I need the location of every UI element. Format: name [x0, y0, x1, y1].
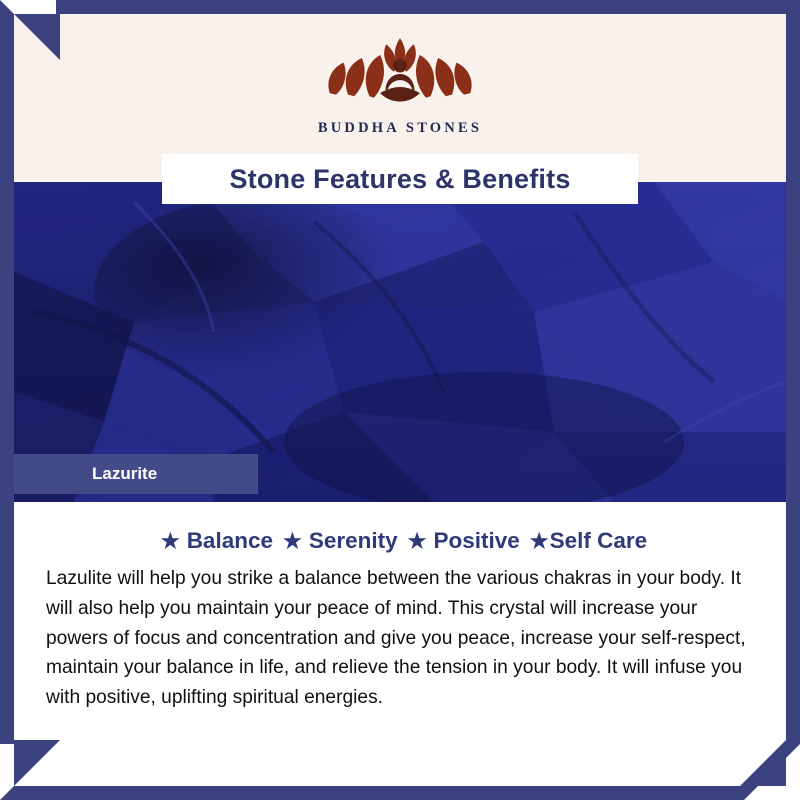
panel-corner-top-left: [14, 14, 60, 60]
stone-name-label: Lazurite: [92, 464, 158, 483]
star-icon: ★: [407, 529, 427, 553]
benefit-item: [400, 528, 520, 554]
lotus-meditation-icon: [316, 28, 484, 114]
star-icon: ★: [283, 529, 302, 553]
benefit-label: Positive: [433, 528, 520, 553]
benefit-label: Balance: [186, 528, 273, 553]
benefits-list: [38, 528, 762, 554]
panel-corner-bottom-left: [14, 740, 60, 786]
body-section: [14, 502, 786, 786]
benefit-item: [153, 528, 273, 554]
star-icon: ★: [160, 529, 180, 553]
content-panel: [14, 14, 786, 786]
description-text: Lazulite will help you strike a balance between the various chakras in your body. It will also help you maintain your peace of mind. This crystal will increase your powers of focus and concentration and give you peace, increase your self-respect, maintain your balance in life, and relieve the tension in your body. It will infuse you with positive, uplifting spiritual energies.: [46, 568, 746, 708]
benefit-label: Self Care: [549, 528, 648, 553]
title-bar: [162, 154, 638, 204]
brand-name: BUDDHA STONES: [317, 120, 483, 136]
page-title: Stone Features & Benefits: [229, 163, 571, 194]
benefit-label: Serenity: [308, 528, 398, 553]
star-icon: ★: [529, 529, 549, 553]
panel-corner-bottom-right: [740, 740, 786, 786]
brand-logo: [14, 14, 786, 137]
benefit-item: [275, 528, 398, 554]
stone-name-badge: [14, 454, 258, 494]
benefit-item: [522, 528, 647, 554]
